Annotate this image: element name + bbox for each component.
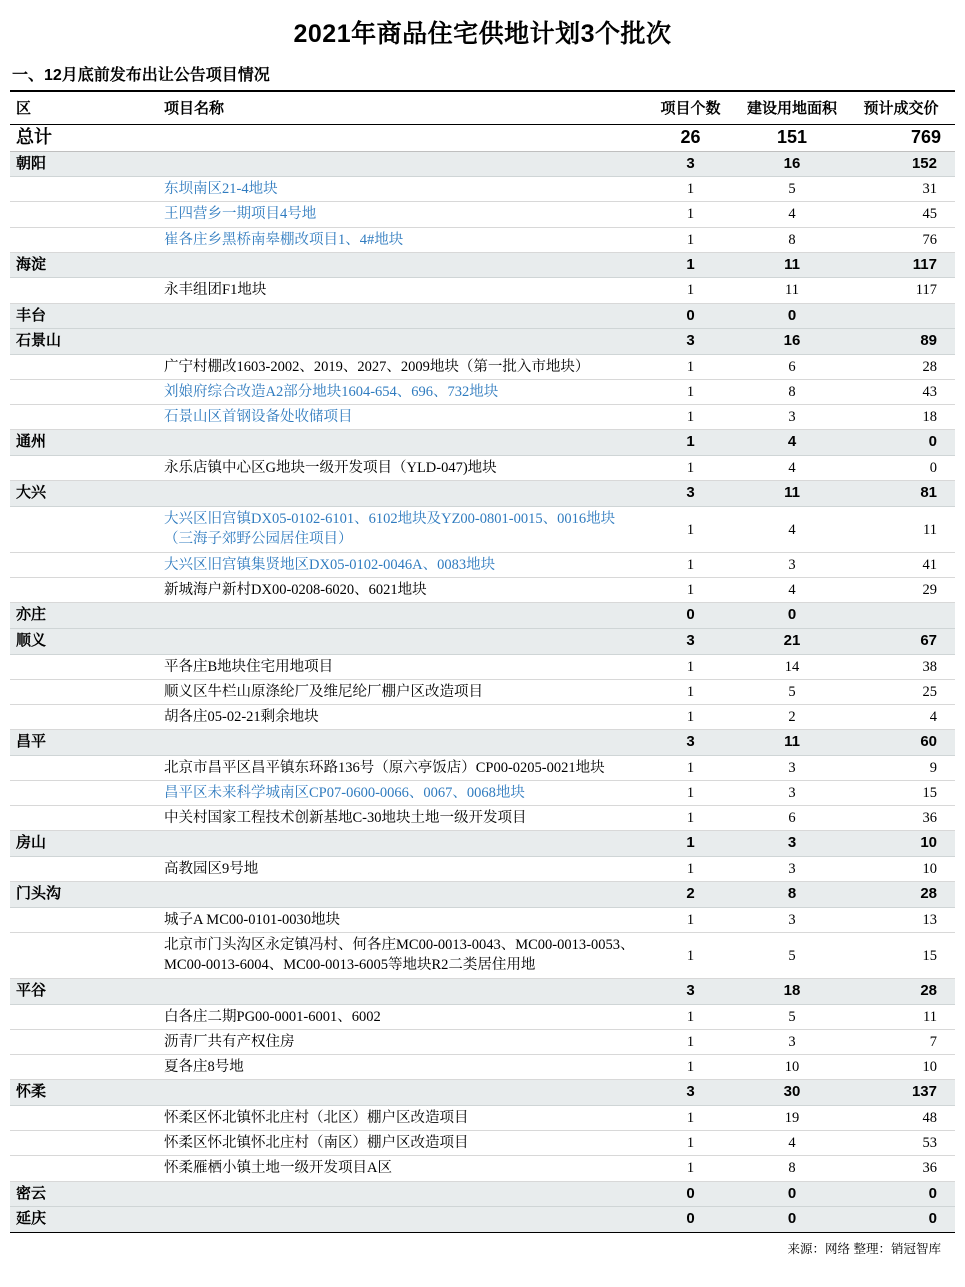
cell-project-name: 广宁村棚改1603-2002、2019、2027、2009地块（第一批入市地块） [88,355,644,380]
table-row-region-summary [10,730,955,756]
cell-project-name [88,430,644,456]
cell-land-area: 3 [737,1030,847,1055]
table-row [10,1156,955,1181]
table-row [10,578,955,603]
cell-region [10,177,88,202]
cell-region: 密云 [10,1181,88,1207]
table-row-region-summary [10,329,955,355]
cell-land-area: 3 [737,405,847,430]
cell-project-name [88,1181,644,1207]
cell-project-name: 大兴区旧宫镇集贤地区DX05-0102-0046A、0083地块 [88,553,644,578]
cell-project-name [88,1207,644,1233]
cell-project-count: 1 [644,553,737,578]
cell-project-count: 2 [644,882,737,908]
cell-project-name: 大兴区旧宫镇DX05-0102-6101、6102地块及YZ00-0801-0015、0016地块（三海子郊野公园居住项目） [88,507,644,553]
table-row [10,806,955,831]
cell-expected-price: 4 [847,705,955,730]
cell-expected-price: 18 [847,405,955,430]
cell-land-area: 3 [737,831,847,857]
cell-land-area: 0 [737,1181,847,1207]
table-row [10,355,955,380]
cell-land-area: 0 [737,603,847,629]
cell-project-count: 1 [644,933,737,979]
cell-expected-price: 15 [847,781,955,806]
cell-project-count: 1 [644,908,737,933]
table-row [10,1106,955,1131]
cell-project-name [88,481,644,507]
cell-land-area: 3 [737,756,847,781]
cell-expected-price: 25 [847,680,955,705]
cell-land-area: 3 [737,908,847,933]
table-row-region-summary [10,151,955,177]
cell-land-area: 18 [737,979,847,1005]
cell-land-area: 30 [737,1080,847,1106]
cell-project-count: 1 [644,857,737,882]
source-note: 来源：网络 整理：销冠智库 [787,1242,941,1256]
cell-expected-price: 89 [847,329,955,355]
cell-land-area: 4 [737,1131,847,1156]
cell-region [10,578,88,603]
column-header-region: 区 [10,91,88,125]
table-row [10,1030,955,1055]
cell-region [10,1156,88,1181]
cell-project-count: 1 [644,578,737,603]
cell-project-count: 1 [644,430,737,456]
cell-region [10,806,88,831]
cell-project-count: 1 [644,781,737,806]
cell-project-count: 1 [644,456,737,481]
cell-expected-price: 137 [847,1080,955,1106]
cell-region [10,1005,88,1030]
cell-land-area: 8 [737,380,847,405]
cell-region: 石景山 [10,329,88,355]
cell-project-count: 1 [644,1030,737,1055]
cell-project-count: 1 [644,1106,737,1131]
cell-land-area: 4 [737,578,847,603]
cell-project-name: 石景山区首钢设备处收储项目 [88,405,644,430]
total-price: 769 [847,125,955,152]
cell-expected-price: 60 [847,730,955,756]
cell-land-area: 5 [737,1005,847,1030]
cell-region: 通州 [10,430,88,456]
cell-region [10,227,88,252]
cell-region [10,507,88,553]
table-row [10,756,955,781]
cell-project-name: 顺义区牛栏山原涤纶厂及维尼纶厂棚户区改造项目 [88,680,644,705]
cell-region [10,933,88,979]
cell-land-area: 6 [737,355,847,380]
cell-project-name: 怀柔区怀北镇怀北庄村（北区）棚户区改造项目 [88,1106,644,1131]
cell-expected-price: 28 [847,355,955,380]
cell-region: 昌平 [10,730,88,756]
cell-expected-price: 45 [847,202,955,227]
table-row-region-summary [10,303,955,329]
table-row [10,933,955,979]
cell-region: 房山 [10,831,88,857]
cell-expected-price: 48 [847,1106,955,1131]
table-row [10,908,955,933]
cell-project-count: 3 [644,151,737,177]
table-row [10,705,955,730]
cell-land-area: 4 [737,430,847,456]
cell-project-count: 1 [644,355,737,380]
cell-project-count: 1 [644,227,737,252]
table-header-row [10,91,955,125]
cell-expected-price [847,603,955,629]
cell-project-name: 城子A MC00-0101-0030地块 [88,908,644,933]
cell-project-name [88,730,644,756]
cell-land-area: 11 [737,252,847,278]
cell-region [10,553,88,578]
cell-project-count: 1 [644,705,737,730]
column-header-count: 项目个数 [644,91,737,125]
cell-expected-price: 67 [847,629,955,655]
cell-project-name: 刘娘府综合改造A2部分地块1604-654、696、732地块 [88,380,644,405]
cell-expected-price: 15 [847,933,955,979]
cell-region: 平谷 [10,979,88,1005]
cell-project-count: 0 [644,1181,737,1207]
cell-project-name: 永乐店镇中心区G地块一级开发项目（YLD-047)地块 [88,456,644,481]
cell-project-name [88,629,644,655]
page-title: 2021年商品住宅供地计划3个批次 [293,20,672,48]
cell-land-area: 11 [737,730,847,756]
cell-expected-price: 10 [847,831,955,857]
cell-land-area: 3 [737,553,847,578]
cell-expected-price: 13 [847,908,955,933]
cell-region [10,1030,88,1055]
cell-expected-price: 36 [847,806,955,831]
column-header-name: 项目名称 [88,91,644,125]
total-count: 26 [644,125,737,152]
cell-project-name [88,831,644,857]
cell-project-count: 1 [644,756,737,781]
table-row [10,1131,955,1156]
total-name [88,125,644,152]
cell-land-area: 5 [737,177,847,202]
table-row-region-summary [10,831,955,857]
cell-land-area: 3 [737,857,847,882]
cell-expected-price: 0 [847,456,955,481]
table-row [10,507,955,553]
cell-region: 海淀 [10,252,88,278]
cell-project-count: 1 [644,278,737,303]
cell-region [10,380,88,405]
cell-project-count: 0 [644,303,737,329]
cell-project-count: 3 [644,979,737,1005]
cell-region [10,355,88,380]
cell-project-name: 夏各庄8号地 [88,1055,644,1080]
cell-project-count: 1 [644,806,737,831]
cell-expected-price: 117 [847,278,955,303]
cell-project-name: 新城海户新村DX00-0208-6020、6021地块 [88,578,644,603]
table-row [10,654,955,679]
table-row [10,405,955,430]
cell-project-count: 1 [644,380,737,405]
cell-land-area: 3 [737,781,847,806]
cell-region [10,1106,88,1131]
table-row [10,1005,955,1030]
cell-project-count: 1 [644,177,737,202]
table-row-region-summary [10,252,955,278]
cell-expected-price: 11 [847,1005,955,1030]
cell-project-name: 东坝南区21-4地块 [88,177,644,202]
cell-land-area: 10 [737,1055,847,1080]
cell-project-name: 白各庄二期PG00-0001-6001、6002 [88,1005,644,1030]
table-row [10,857,955,882]
cell-project-count: 1 [644,252,737,278]
table-row-region-summary [10,629,955,655]
cell-expected-price: 41 [847,553,955,578]
cell-project-name: 平各庄B地块住宅用地项目 [88,654,644,679]
column-header-area: 建设用地面积 [737,91,847,125]
cell-project-name: 沥青厂共有产权住房 [88,1030,644,1055]
cell-region [10,908,88,933]
cell-region [10,405,88,430]
cell-land-area: 4 [737,202,847,227]
cell-land-area: 4 [737,456,847,481]
cell-region [10,705,88,730]
cell-project-name: 胡各庄05-02-21剩余地块 [88,705,644,730]
cell-expected-price: 10 [847,1055,955,1080]
cell-expected-price: 0 [847,1207,955,1233]
table-row [10,227,955,252]
table-row [10,278,955,303]
table-row-region-summary [10,1207,955,1233]
cell-project-name: 怀柔雁栖小镇土地一级开发项目A区 [88,1156,644,1181]
cell-project-name [88,1080,644,1106]
cell-project-name: 中关村国家工程技术创新基地C-30地块土地一级开发项目 [88,806,644,831]
table-row-region-summary [10,882,955,908]
cell-land-area: 5 [737,680,847,705]
cell-project-name [88,329,644,355]
table-row [10,380,955,405]
cell-project-name [88,303,644,329]
cell-land-area: 8 [737,1156,847,1181]
cell-land-area: 16 [737,151,847,177]
cell-project-count: 1 [644,1131,737,1156]
cell-project-count: 1 [644,1156,737,1181]
cell-land-area: 11 [737,481,847,507]
table-row [10,1055,955,1080]
table-header [10,91,955,125]
cell-region [10,1131,88,1156]
cell-project-count: 3 [644,329,737,355]
cell-expected-price: 28 [847,882,955,908]
cell-project-name: 高教园区9号地 [88,857,644,882]
table-row [10,177,955,202]
cell-expected-price: 10 [847,857,955,882]
cell-expected-price: 81 [847,481,955,507]
table-body [10,125,955,1233]
cell-project-name: 怀柔区怀北镇怀北庄村（南区）棚户区改造项目 [88,1131,644,1156]
table-row [10,456,955,481]
cell-region: 门头沟 [10,882,88,908]
cell-region: 丰台 [10,303,88,329]
cell-region [10,1055,88,1080]
cell-project-name [88,252,644,278]
cell-land-area: 6 [737,806,847,831]
cell-expected-price: 0 [847,1181,955,1207]
cell-region: 顺义 [10,629,88,655]
cell-project-count: 3 [644,629,737,655]
cell-project-count: 1 [644,654,737,679]
cell-expected-price: 36 [847,1156,955,1181]
cell-land-area: 5 [737,933,847,979]
cell-land-area: 8 [737,882,847,908]
cell-project-count: 1 [644,1055,737,1080]
cell-expected-price: 11 [847,507,955,553]
total-label: 总计 [10,125,88,152]
cell-expected-price: 7 [847,1030,955,1055]
cell-project-count: 1 [644,405,737,430]
cell-region: 延庆 [10,1207,88,1233]
cell-project-count: 3 [644,481,737,507]
cell-project-count: 1 [644,507,737,553]
cell-project-count: 3 [644,1080,737,1106]
land-supply-table [10,90,955,1233]
table-row [10,680,955,705]
cell-land-area: 2 [737,705,847,730]
column-header-price: 预计成交价 [847,91,955,125]
table-row-region-summary [10,430,955,456]
cell-region [10,680,88,705]
table-row-region-summary [10,603,955,629]
cell-land-area: 8 [737,227,847,252]
cell-project-count: 1 [644,1005,737,1030]
cell-region: 大兴 [10,481,88,507]
cell-region [10,202,88,227]
cell-land-area: 0 [737,303,847,329]
cell-region [10,654,88,679]
table-row [10,553,955,578]
cell-region [10,278,88,303]
cell-project-count: 1 [644,202,737,227]
cell-land-area: 21 [737,629,847,655]
cell-expected-price: 152 [847,151,955,177]
cell-land-area: 0 [737,1207,847,1233]
cell-project-name: 崔各庄乡黑桥南皋棚改项目1、4#地块 [88,227,644,252]
cell-expected-price: 43 [847,380,955,405]
cell-region [10,781,88,806]
cell-land-area: 19 [737,1106,847,1131]
cell-expected-price: 0 [847,430,955,456]
cell-land-area: 11 [737,278,847,303]
table-row-total [10,125,955,152]
table-row-region-summary [10,979,955,1005]
cell-project-name: 北京市门头沟区永定镇冯村、何各庄MC00-0013-0043、MC00-0013-0053、MC00-0013-6004、MC00-0013-6005等地块R2二类居住用地 [88,933,644,979]
cell-project-name [88,882,644,908]
cell-expected-price: 76 [847,227,955,252]
cell-land-area: 14 [737,654,847,679]
cell-project-name: 北京市昌平区昌平镇东环路136号（原六亭饭店）CP00-0205-0021地块 [88,756,644,781]
cell-expected-price: 38 [847,654,955,679]
cell-land-area: 4 [737,507,847,553]
cell-expected-price: 29 [847,578,955,603]
cell-project-count: 1 [644,680,737,705]
cell-project-count: 0 [644,603,737,629]
cell-project-name: 王四营乡一期项目4号地 [88,202,644,227]
cell-project-count: 0 [644,1207,737,1233]
cell-region [10,756,88,781]
cell-expected-price: 31 [847,177,955,202]
table-row-region-summary [10,1080,955,1106]
cell-project-name [88,979,644,1005]
table-row [10,781,955,806]
cell-expected-price: 117 [847,252,955,278]
table-row-region-summary [10,1181,955,1207]
cell-land-area: 16 [737,329,847,355]
cell-expected-price [847,303,955,329]
cell-expected-price: 28 [847,979,955,1005]
cell-region [10,456,88,481]
total-area: 151 [737,125,847,152]
cell-project-name: 永丰组团F1地块 [88,278,644,303]
cell-expected-price: 53 [847,1131,955,1156]
section-heading: 一、12月底前发布出让公告项目情况 [12,67,270,84]
cell-region: 朝阳 [10,151,88,177]
cell-region: 怀柔 [10,1080,88,1106]
cell-region: 亦庄 [10,603,88,629]
cell-project-name: 昌平区未来科学城南区CP07-0600-0066、0067、0068地块 [88,781,644,806]
cell-expected-price: 9 [847,756,955,781]
table-row-region-summary [10,481,955,507]
table-row [10,202,955,227]
cell-region [10,857,88,882]
cell-project-count: 3 [644,730,737,756]
cell-project-name [88,603,644,629]
cell-project-count: 1 [644,831,737,857]
cell-project-name [88,151,644,177]
